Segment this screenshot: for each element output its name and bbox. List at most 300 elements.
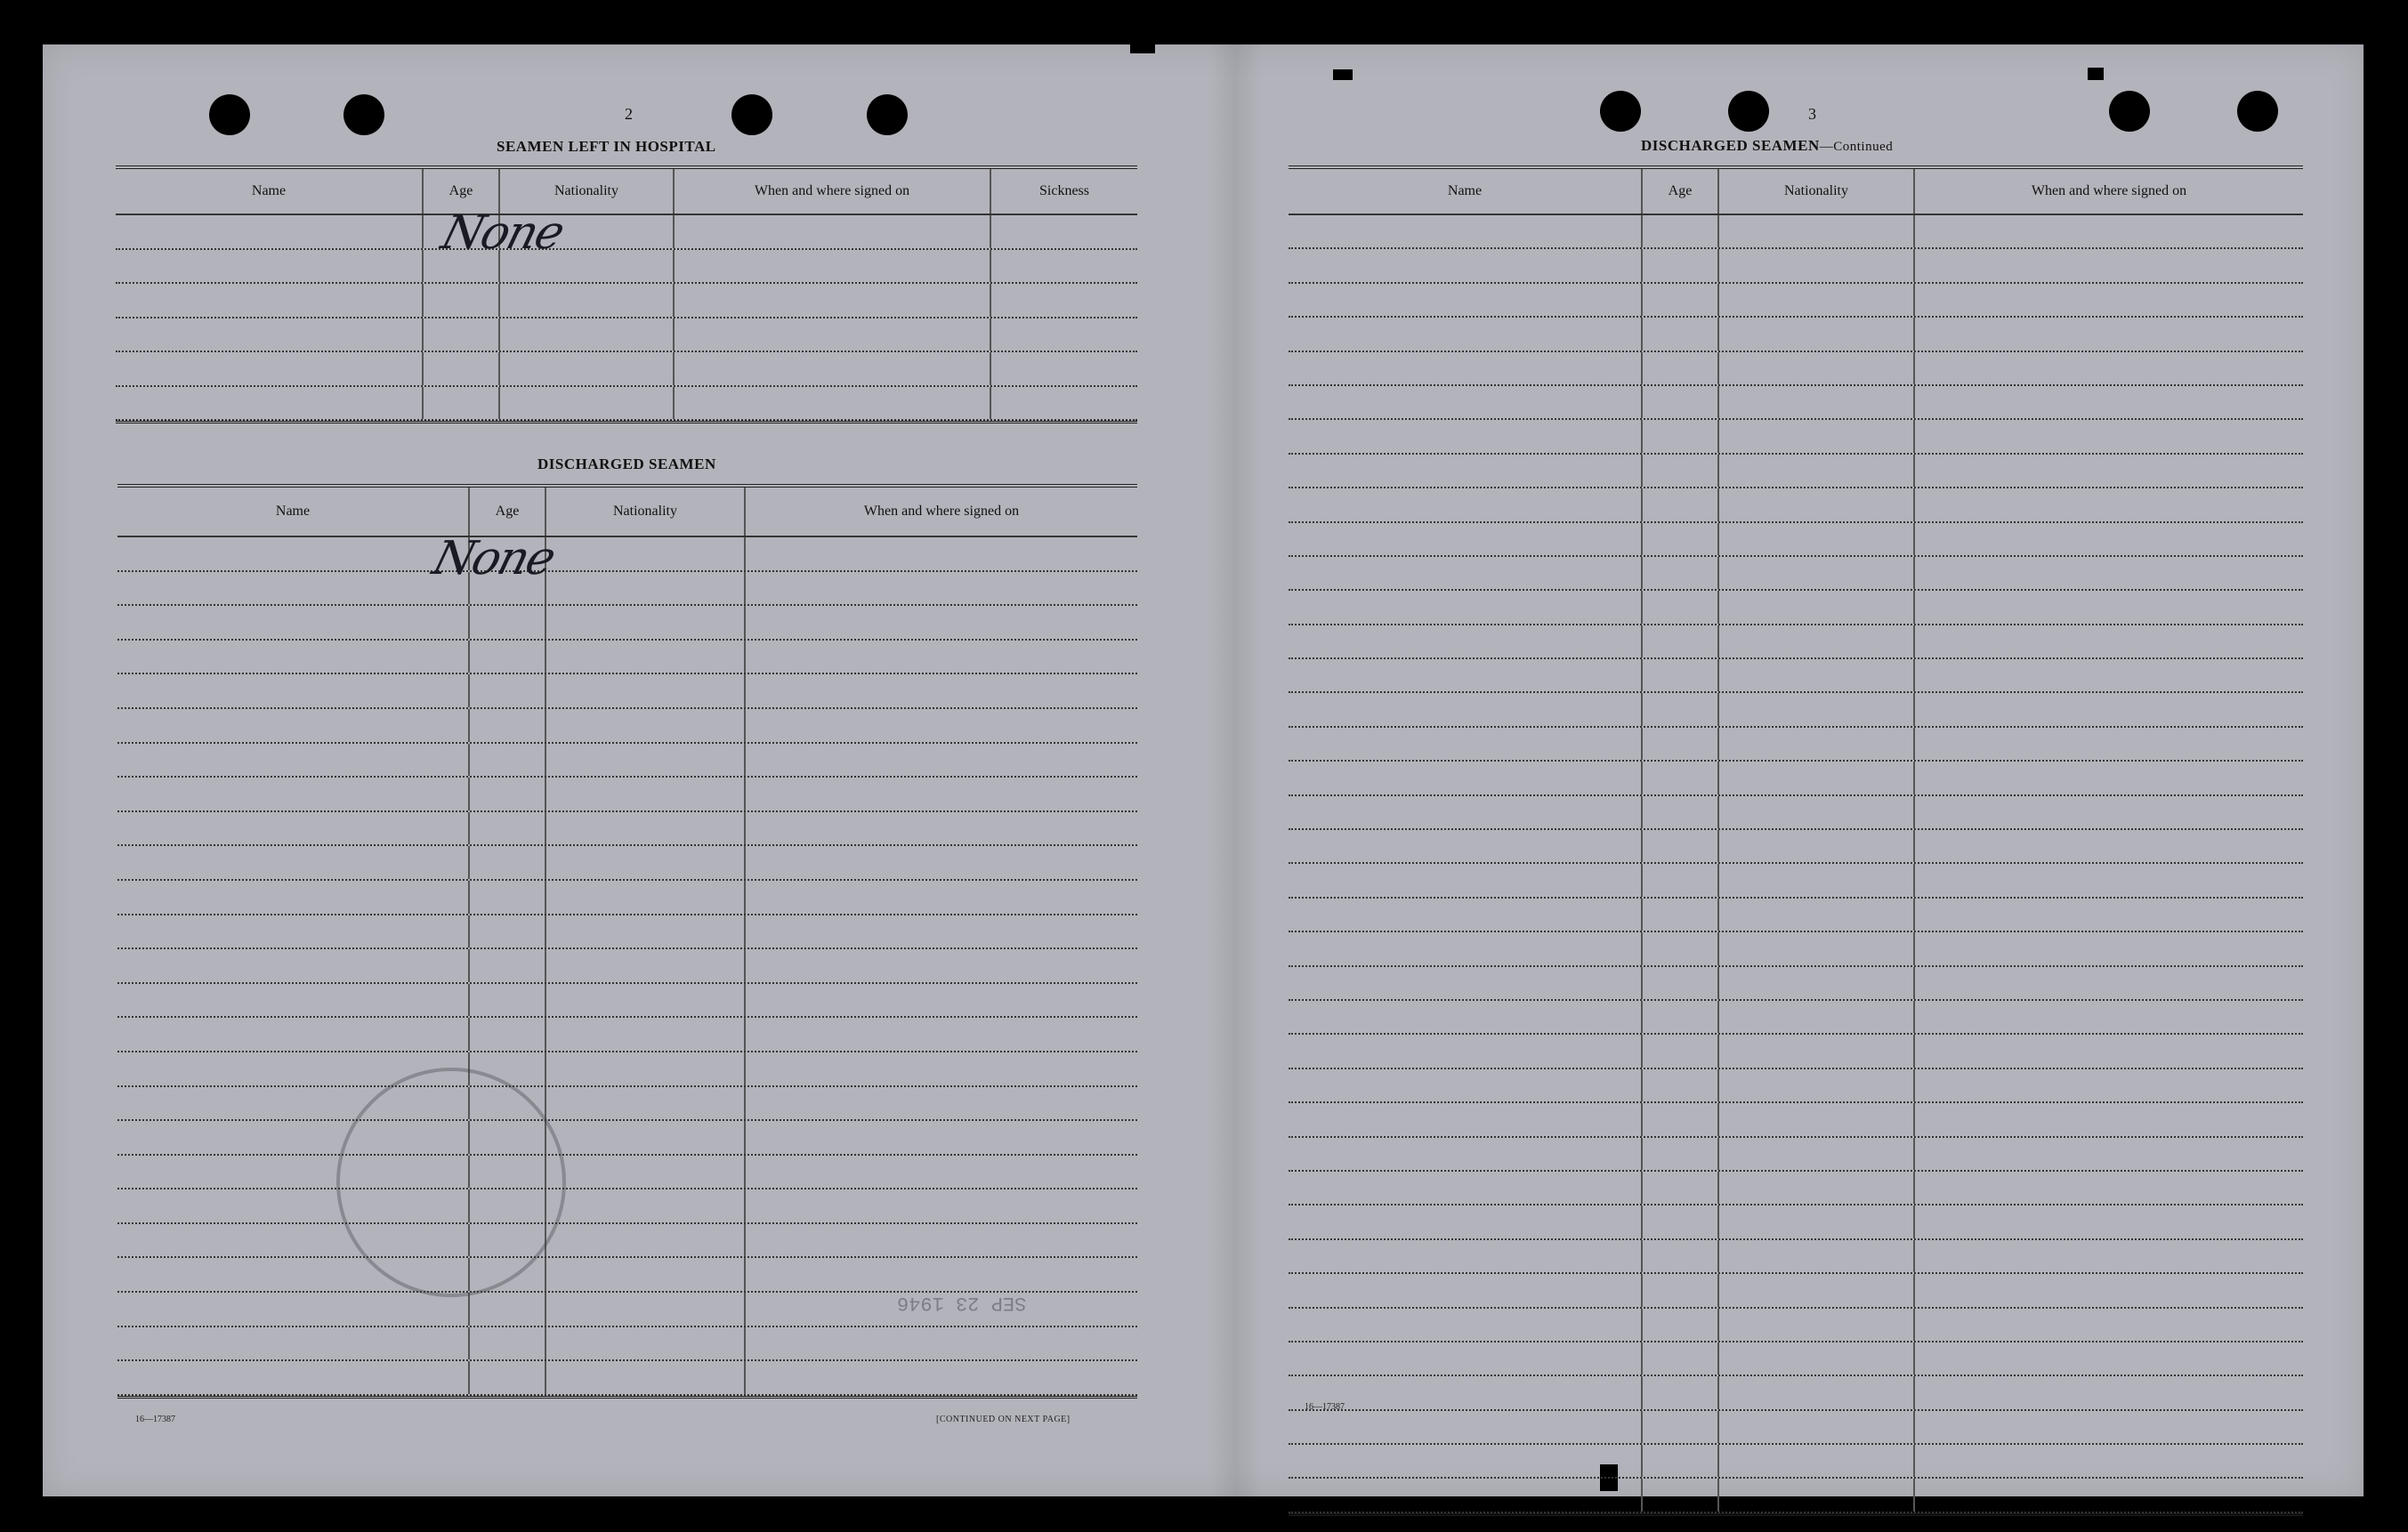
handwritten-none-hospital: None: [435, 206, 570, 260]
table-row: [1289, 215, 2303, 249]
table-cell: [1719, 1376, 1915, 1408]
table-cell: [546, 984, 746, 1017]
table-row: [117, 1258, 1137, 1293]
table-cell: [1719, 932, 1915, 964]
discharged-continued-header: [1289, 169, 2303, 215]
table-row: [1289, 1001, 2303, 1035]
table-cell: [1915, 557, 2303, 589]
table-cell: [546, 1018, 746, 1051]
table-cell: [117, 778, 470, 810]
table-cell: [117, 709, 470, 742]
table-cell: [1915, 1103, 2303, 1135]
table-cell: [117, 537, 470, 570]
table-cell: [746, 1258, 1137, 1291]
table-row: [117, 778, 1137, 812]
table-cell: [1289, 1309, 1643, 1341]
table-cell: [1719, 523, 1915, 555]
table-cell: [1719, 762, 1915, 794]
discharged-table-body: [117, 537, 1137, 1396]
table-cell: [117, 1018, 470, 1051]
table-row: [117, 1224, 1137, 1259]
table-cell: [546, 846, 746, 879]
table-cell: [746, 1327, 1137, 1360]
table-row: [1289, 352, 2303, 386]
table-cell: [675, 284, 991, 317]
table-cell: [746, 1087, 1137, 1120]
table-cell: [546, 1224, 746, 1257]
table-cell: [1289, 284, 1643, 316]
table-cell: [117, 744, 470, 777]
table-row: [117, 1018, 1137, 1052]
table-cell: [117, 674, 470, 707]
table-row: [1289, 1138, 2303, 1172]
table-cell: [675, 352, 991, 385]
table-cell: [991, 352, 1137, 385]
table-cell: [116, 352, 424, 385]
table-cell: [1289, 455, 1643, 487]
table-cell: [1915, 249, 2303, 281]
table-cell: [546, 606, 746, 639]
table-cell: [1289, 693, 1643, 725]
table-cell: [117, 812, 470, 845]
table-cell: [991, 318, 1137, 351]
punch-hole: [1600, 91, 1641, 132]
table-cell: [546, 572, 746, 605]
table-cell: [546, 915, 746, 948]
discharged-table: [117, 484, 1137, 1399]
table-cell: [1289, 352, 1643, 384]
table-cell: [1643, 284, 1719, 316]
col-header-signed-on: When and where signed on: [675, 169, 991, 214]
col-header-name: Name: [116, 169, 424, 214]
table-cell: [1915, 899, 2303, 931]
table-row: [1289, 420, 2303, 454]
table-row: [116, 318, 1137, 353]
table-cell: [546, 1361, 746, 1394]
table-cell: [1289, 728, 1643, 760]
table-cell: [1719, 1103, 1915, 1135]
table-row: [1289, 1343, 2303, 1376]
col-header-name: Name: [117, 488, 470, 536]
table-cell: [424, 352, 500, 385]
hospital-section-title: SEAMEN LEFT IN HOSPITAL: [497, 138, 716, 155]
table-cell: [117, 1327, 470, 1360]
table-cell: [1643, 967, 1719, 999]
table-row: [1289, 1274, 2303, 1308]
table-cell: [546, 1121, 746, 1154]
punch-hole: [1728, 91, 1769, 132]
table-cell: [546, 1327, 746, 1360]
table-cell: [746, 1361, 1137, 1394]
table-row: [117, 949, 1137, 984]
ink-speck: [2088, 68, 2104, 80]
table-cell: [470, 1293, 546, 1326]
table-cell: [1915, 728, 2303, 760]
official-stamp: [336, 1068, 566, 1297]
ink-speck: [1130, 37, 1155, 53]
table-cell: [1915, 762, 2303, 794]
table-cell: [746, 1224, 1137, 1257]
table-cell: [746, 812, 1137, 845]
hospital-table-body: [116, 215, 1137, 421]
table-cell: [470, 949, 546, 982]
table-cell: [746, 881, 1137, 914]
table-cell: [546, 778, 746, 810]
table-cell: [1719, 1479, 1915, 1511]
table-cell: [1289, 386, 1643, 418]
table-cell: [746, 1018, 1137, 1051]
table-cell: [1643, 932, 1719, 964]
table-cell: [424, 387, 500, 420]
table-cell: [1915, 659, 2303, 691]
table-cell: [1719, 693, 1915, 725]
table-cell: [746, 641, 1137, 673]
table-row: [117, 674, 1137, 709]
table-cell: [1289, 557, 1643, 589]
table-cell: [1289, 899, 1643, 931]
table-row: [1289, 659, 2303, 693]
table-cell: [1643, 318, 1719, 350]
table-cell: [1643, 1309, 1719, 1341]
table-cell: [1915, 455, 2303, 487]
table-cell: [470, 1361, 546, 1394]
table-cell: [1915, 693, 2303, 725]
table-row: [117, 744, 1137, 778]
punch-hole: [209, 94, 250, 135]
table-cell: [1719, 1240, 1915, 1272]
table-cell: [746, 674, 1137, 707]
table-cell: [1643, 249, 1719, 281]
discharged-continued-table: [1289, 165, 2303, 1516]
table-cell: [1915, 1343, 2303, 1375]
table-row: [1289, 693, 2303, 727]
table-cell: [1915, 386, 2303, 418]
table-cell: [746, 537, 1137, 570]
table-cell: [1915, 591, 2303, 623]
table-row: [1289, 625, 2303, 659]
table-cell: [546, 1052, 746, 1085]
table-cell: [1719, 215, 1915, 247]
table-cell: [546, 1189, 746, 1222]
table-cell: [116, 318, 424, 351]
discharged-continued-suffix: —Continued: [1819, 140, 1894, 154]
table-cell: [675, 318, 991, 351]
table-cell: [1643, 591, 1719, 623]
table-cell: [1915, 1274, 2303, 1306]
continued-note: [CONTINUED ON NEXT PAGE]: [936, 1415, 1071, 1424]
table-cell: [116, 284, 424, 317]
table-cell: [117, 606, 470, 639]
punch-hole: [867, 94, 908, 135]
table-cell: [1643, 762, 1719, 794]
table-cell: [546, 1258, 746, 1291]
table-cell: [470, 1018, 546, 1051]
table-cell: [746, 778, 1137, 810]
table-row: [117, 709, 1137, 744]
table-row: [1289, 830, 2303, 864]
table-cell: [546, 1087, 746, 1120]
table-cell: [1915, 215, 2303, 247]
table-cell: [1643, 1205, 1719, 1238]
table-cell: [1719, 1445, 1915, 1477]
table-cell: [1643, 386, 1719, 418]
table-row: [1289, 249, 2303, 283]
table-row: [1289, 1445, 2303, 1479]
table-row: [117, 606, 1137, 641]
table-cell: [1915, 932, 2303, 964]
table-cell: [1915, 284, 2303, 316]
table-cell: [991, 250, 1137, 283]
table-cell: [1915, 1411, 2303, 1443]
table-cell: [1289, 1274, 1643, 1306]
col-header-sickness: Sickness: [1039, 183, 1089, 198]
table-cell: [1719, 455, 1915, 487]
form-number-left: 16—17387: [135, 1415, 175, 1424]
table-cell: [1643, 215, 1719, 247]
table-cell: [1289, 1479, 1643, 1511]
table-cell: [1289, 318, 1643, 350]
table-cell: [1719, 1138, 1915, 1170]
table-cell: [1289, 249, 1643, 281]
table-cell: [1915, 488, 2303, 520]
table-cell: [1643, 693, 1719, 725]
table-cell: [1719, 420, 1915, 452]
table-row: [1289, 488, 2303, 522]
table-cell: [1643, 1001, 1719, 1033]
form-number-right: 16—17387: [1305, 1402, 1345, 1412]
handwritten-none-discharged: None: [426, 532, 561, 585]
table-cell: [1643, 1479, 1719, 1511]
table-row: [117, 537, 1137, 572]
table-row: [1289, 455, 2303, 488]
table-cell: [1289, 762, 1643, 794]
table-cell: [470, 674, 546, 707]
table-cell: [1289, 1172, 1643, 1204]
table-cell: [1719, 659, 1915, 691]
table-row: [1289, 796, 2303, 830]
table-cell: [470, 915, 546, 948]
table-cell: [1719, 1343, 1915, 1375]
table-cell: [470, 846, 546, 879]
table-cell: [1289, 1205, 1643, 1238]
col-header-nationality: Nationality: [546, 488, 746, 536]
table-cell: [1643, 1411, 1719, 1443]
table-cell: [117, 915, 470, 948]
table-row: [116, 387, 1137, 422]
table-cell: [1643, 1103, 1719, 1135]
table-cell: [546, 1156, 746, 1189]
table-cell: [470, 606, 546, 639]
table-cell: [546, 641, 746, 673]
table-row: [117, 881, 1137, 915]
col-header-age: Age: [470, 488, 546, 536]
table-cell: [424, 284, 500, 317]
table-row: [1289, 1479, 2303, 1512]
table-cell: [1289, 488, 1643, 520]
table-cell: [1289, 1138, 1643, 1170]
table-cell: [1719, 352, 1915, 384]
center-fold: [1208, 44, 1262, 1496]
table-cell: [1643, 728, 1719, 760]
table-cell: [1643, 830, 1719, 862]
table-cell: [546, 537, 746, 570]
col-header-nationality: Nationality: [500, 169, 675, 214]
table-cell: [1643, 1376, 1719, 1408]
table-cell: [117, 641, 470, 673]
discharged-continued-title-main: DISCHARGED SEAMEN: [1641, 137, 1820, 154]
table-cell: [1289, 1343, 1643, 1375]
table-cell: [117, 846, 470, 879]
table-cell: [1289, 967, 1643, 999]
table-cell: [1289, 1001, 1643, 1033]
table-row: [1289, 1411, 2303, 1445]
table-cell: [1915, 1205, 2303, 1238]
table-cell: [470, 744, 546, 777]
table-row: [117, 1327, 1137, 1362]
table-cell: [1915, 1479, 2303, 1511]
table-cell: [746, 1189, 1137, 1222]
table-cell: [1289, 932, 1643, 964]
table-cell: [1289, 830, 1643, 862]
table-cell: [746, 606, 1137, 639]
table-cell: [746, 915, 1137, 948]
table-cell: [1289, 215, 1643, 247]
table-row: [117, 1189, 1137, 1224]
table-cell: [1719, 591, 1915, 623]
table-cell: [1289, 1069, 1643, 1101]
table-cell: [1289, 1103, 1643, 1135]
table-row: [117, 1361, 1137, 1396]
table-row: [116, 352, 1137, 387]
table-row: [1289, 1240, 2303, 1274]
table-cell: [1643, 1035, 1719, 1067]
table-cell: [1643, 1274, 1719, 1306]
table-row: [1289, 1069, 2303, 1103]
table-cell: [470, 709, 546, 742]
table-cell: [117, 949, 470, 982]
table-cell: [1289, 659, 1643, 691]
table-row: [1289, 1376, 2303, 1410]
ink-speck: [1333, 69, 1353, 80]
table-cell: [991, 387, 1137, 420]
table-row: [117, 1121, 1137, 1156]
table-row: [1289, 1205, 2303, 1239]
table-row: [1289, 591, 2303, 625]
table-cell: [1643, 1069, 1719, 1101]
table-cell: [117, 881, 470, 914]
table-row: [1289, 386, 2303, 420]
table-cell: [1719, 1069, 1915, 1101]
table-cell: [1719, 386, 1915, 418]
table-cell: [470, 641, 546, 673]
table-cell: [470, 812, 546, 845]
table-cell: [500, 284, 675, 317]
table-cell: [546, 812, 746, 845]
table-cell: [424, 318, 500, 351]
table-cell: [1643, 523, 1719, 555]
table-cell: [1643, 1445, 1719, 1477]
table-cell: [1915, 1069, 2303, 1101]
table-row: [1289, 762, 2303, 795]
table-cell: [1643, 1240, 1719, 1272]
table-cell: [1915, 523, 2303, 555]
table-row: [117, 915, 1137, 950]
table-cell: [1643, 864, 1719, 896]
table-cell: [1719, 864, 1915, 896]
table-cell: [1719, 557, 1915, 589]
discharged-continued-body: [1289, 215, 2303, 1513]
table-cell: [117, 1293, 470, 1326]
table-cell: [1289, 420, 1643, 452]
punch-hole: [343, 94, 384, 135]
table-cell: [746, 572, 1137, 605]
col-header-age: Age: [1643, 169, 1719, 214]
discharged-section-title: DISCHARGED SEAMEN: [537, 456, 716, 472]
table-row: [117, 641, 1137, 675]
table-cell: [1643, 796, 1719, 828]
table-cell: [1915, 1376, 2303, 1408]
table-cell: [1719, 284, 1915, 316]
table-cell: [1719, 1411, 1915, 1443]
table-cell: [1915, 796, 2303, 828]
document-paper: [43, 44, 2364, 1496]
table-cell: [1915, 1035, 2303, 1067]
table-cell: [116, 215, 424, 248]
table-cell: [1643, 455, 1719, 487]
table-cell: [1643, 659, 1719, 691]
table-cell: [470, 1327, 546, 1360]
table-cell: [1289, 1445, 1643, 1477]
table-cell: [470, 984, 546, 1017]
table-cell: [470, 881, 546, 914]
table-cell: [675, 215, 991, 248]
table-row: [1289, 1309, 2303, 1343]
table-cell: [1719, 1205, 1915, 1238]
table-cell: [746, 1121, 1137, 1154]
table-cell: [746, 949, 1137, 982]
table-cell: [675, 250, 991, 283]
table-cell: [1643, 1172, 1719, 1204]
table-cell: [1915, 1445, 2303, 1477]
table-row: [1289, 728, 2303, 762]
table-cell: [746, 846, 1137, 879]
table-cell: [1289, 591, 1643, 623]
punch-hole: [2109, 91, 2150, 132]
table-cell: [1719, 249, 1915, 281]
page-number-right: 3: [1808, 105, 1816, 123]
table-cell: [500, 352, 675, 385]
col-header-nationality: Nationality: [1719, 169, 1915, 214]
table-cell: [500, 387, 675, 420]
punch-hole: [2237, 91, 2278, 132]
table-cell: [1915, 1309, 2303, 1341]
hospital-table-header: [116, 169, 1137, 215]
table-cell: [1643, 899, 1719, 931]
table-row: [117, 846, 1137, 881]
table-cell: [1915, 967, 2303, 999]
table-cell: [1289, 625, 1643, 657]
table-row: [1289, 557, 2303, 591]
table-cell: [1719, 488, 1915, 520]
table-cell: [1719, 1035, 1915, 1067]
table-row: [116, 215, 1137, 250]
table-row: [1289, 284, 2303, 318]
table-cell: [675, 387, 991, 420]
table-row: [1289, 318, 2303, 351]
table-row: [1289, 1035, 2303, 1068]
table-row: [117, 1156, 1137, 1190]
table-row: [116, 250, 1137, 285]
